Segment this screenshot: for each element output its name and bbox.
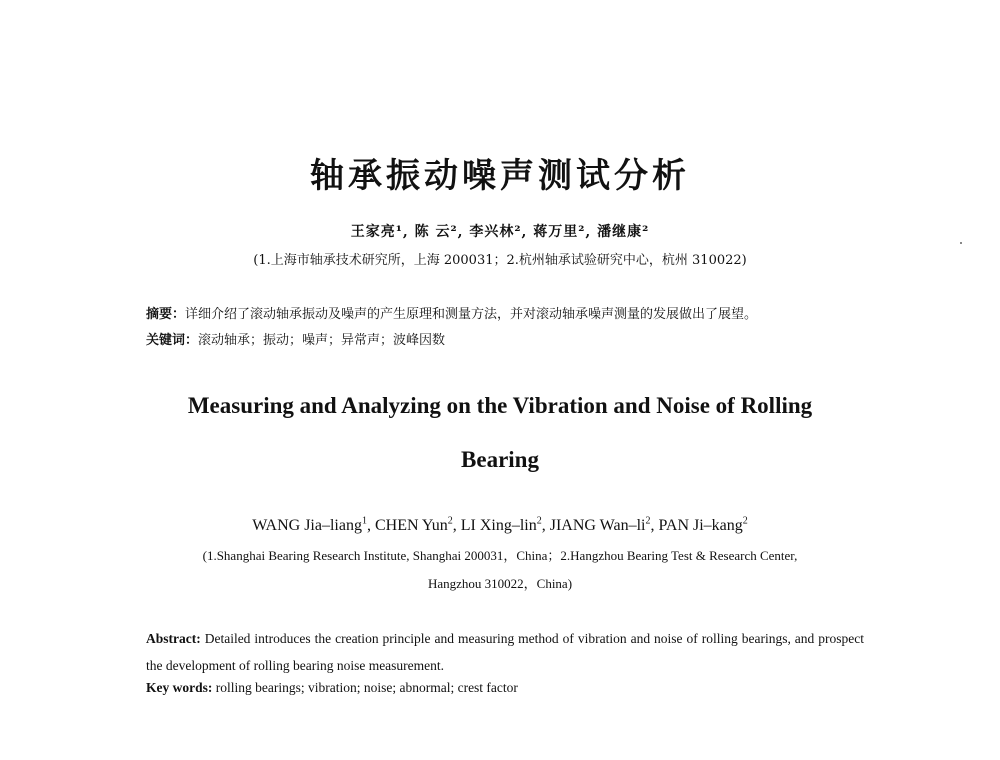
author-name: CHEN Yun [374,517,448,535]
author-affiliation-mark: 1 [361,516,367,527]
english-abstract-text: Detailed introduces the creation principle and measuring method of vibration and noise of rolling bearings, and prospect the development of rolling bearing noise measurement. [146,631,864,673]
author-separator: , [650,517,659,535]
author-name: PAN Ji–kang [658,517,743,535]
chinese-abstract [146,303,866,322]
author-5 [658,517,747,534]
english-keywords-text: rolling bearings; vibration; noise; abnormal; crest factor [212,680,518,695]
english-affiliation-line-1: (1.Shanghai Bearing Research Institute, Shanghai 200031，China；2.Hangzhou Bearing Test & Research Center, [202,548,798,563]
chinese-abstract-label: 摘要： [146,307,186,322]
chinese-abstract-text: 详细介绍了滚动轴承振动及噪声的产生原理和测量方法，并对滚动轴承噪声测量的发展做出了展望。 [185,307,758,322]
english-keywords-label: Key words: [146,680,213,695]
chinese-authors: 王家亮¹, 陈 云², 李兴林², 蒋万里², 潘继康² [350,224,650,240]
author-name: JIANG Wan–li [549,517,646,535]
author-2 [375,517,461,534]
author-separator: , [366,517,375,535]
author-affiliation-mark: 2 [447,516,453,527]
english-affiliation-line-2: Hangzhou 310022，China) [427,576,573,591]
english-title-line-1: Measuring and Analyzing on the Vibration and Noise of Rolling [187,393,813,418]
english-abstract [146,625,864,679]
chinese-title: 轴承振动噪声测试分析 [310,156,690,196]
author-separator: , [541,517,550,535]
chinese-keywords-label: 关键词： [146,333,199,348]
author-separator: , [452,517,461,535]
english-authors [0,516,1000,535]
scan-speck [960,242,962,244]
author-affiliation-mark: 2 [645,516,651,527]
english-abstract-label: Abstract: [146,631,201,646]
author-1 [252,517,375,534]
english-keywords [146,680,864,696]
english-title-line-2: Bearing [461,447,539,472]
author-4 [550,517,659,534]
chinese-affiliation: (1.上海市轴承技术研究所，上海 200031；2.杭州轴承试验研究中心，杭州 310022) [253,253,747,268]
author-3 [461,517,550,534]
author-affiliation-mark: 2 [536,516,542,527]
chinese-keywords-text: 滚动轴承；振动；噪声；异常声；波峰因数 [198,333,446,348]
author-name: LI Xing–lin [460,517,537,535]
chinese-keywords [146,329,866,348]
author-name: WANG Jia–liang [252,517,362,535]
author-affiliation-mark: 2 [742,516,748,527]
